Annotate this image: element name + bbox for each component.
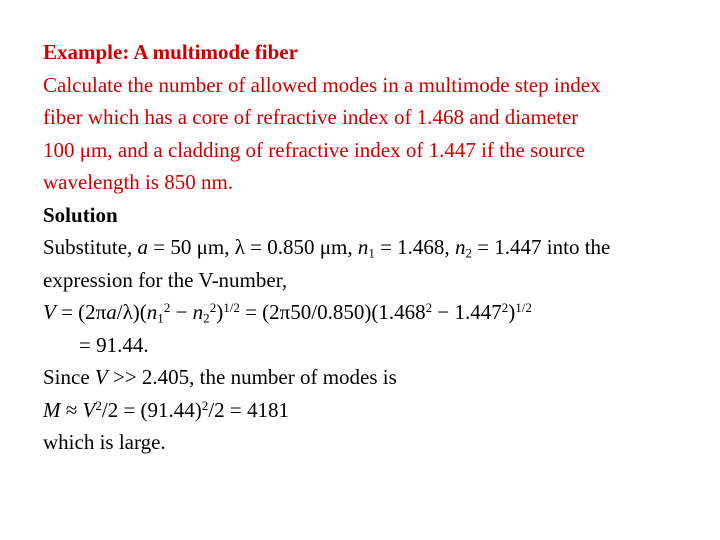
problem-statement	[43, 69, 713, 199]
since-line: Since V >> 2.405, the number of modes is	[43, 365, 397, 389]
slide-content	[43, 36, 713, 459]
problem-line-4: wavelength is 850 nm.	[43, 170, 234, 194]
v-number-result: = 91.44.	[79, 332, 149, 357]
closing-line: which is large.	[43, 430, 166, 454]
substitute-line: Substitute, a = 50 μm, λ = 0.850 μm, $n_1 = 1.468$, $n_2 = 1.447$ into the	[43, 235, 611, 261]
expression-line: expression for the V-number,	[43, 267, 288, 292]
v-number-formula: $V = (2\pi a/\lambda)(n_1^2 - n_2^2)^{1/2} = (2\pi 50/0.850)(1.468^2 - 1.447^2)^{1/2}$	[43, 299, 532, 326]
problem-line-1: Calculate the number of allowed modes in a multimode step index	[43, 72, 601, 97]
modes-formula: $M \approx V^2/2 = (91.44)^2/2 = 4181$	[43, 397, 289, 422]
solution-heading: Solution	[43, 202, 118, 227]
problem-line-3: 100 μm, and a cladding of refractive index of 1.447 if the source	[43, 137, 585, 162]
problem-line-2: fiber which has a core of refractive index of 1.468 and diameter	[43, 105, 579, 129]
example-title: Example: A multimode fiber	[43, 40, 298, 64]
